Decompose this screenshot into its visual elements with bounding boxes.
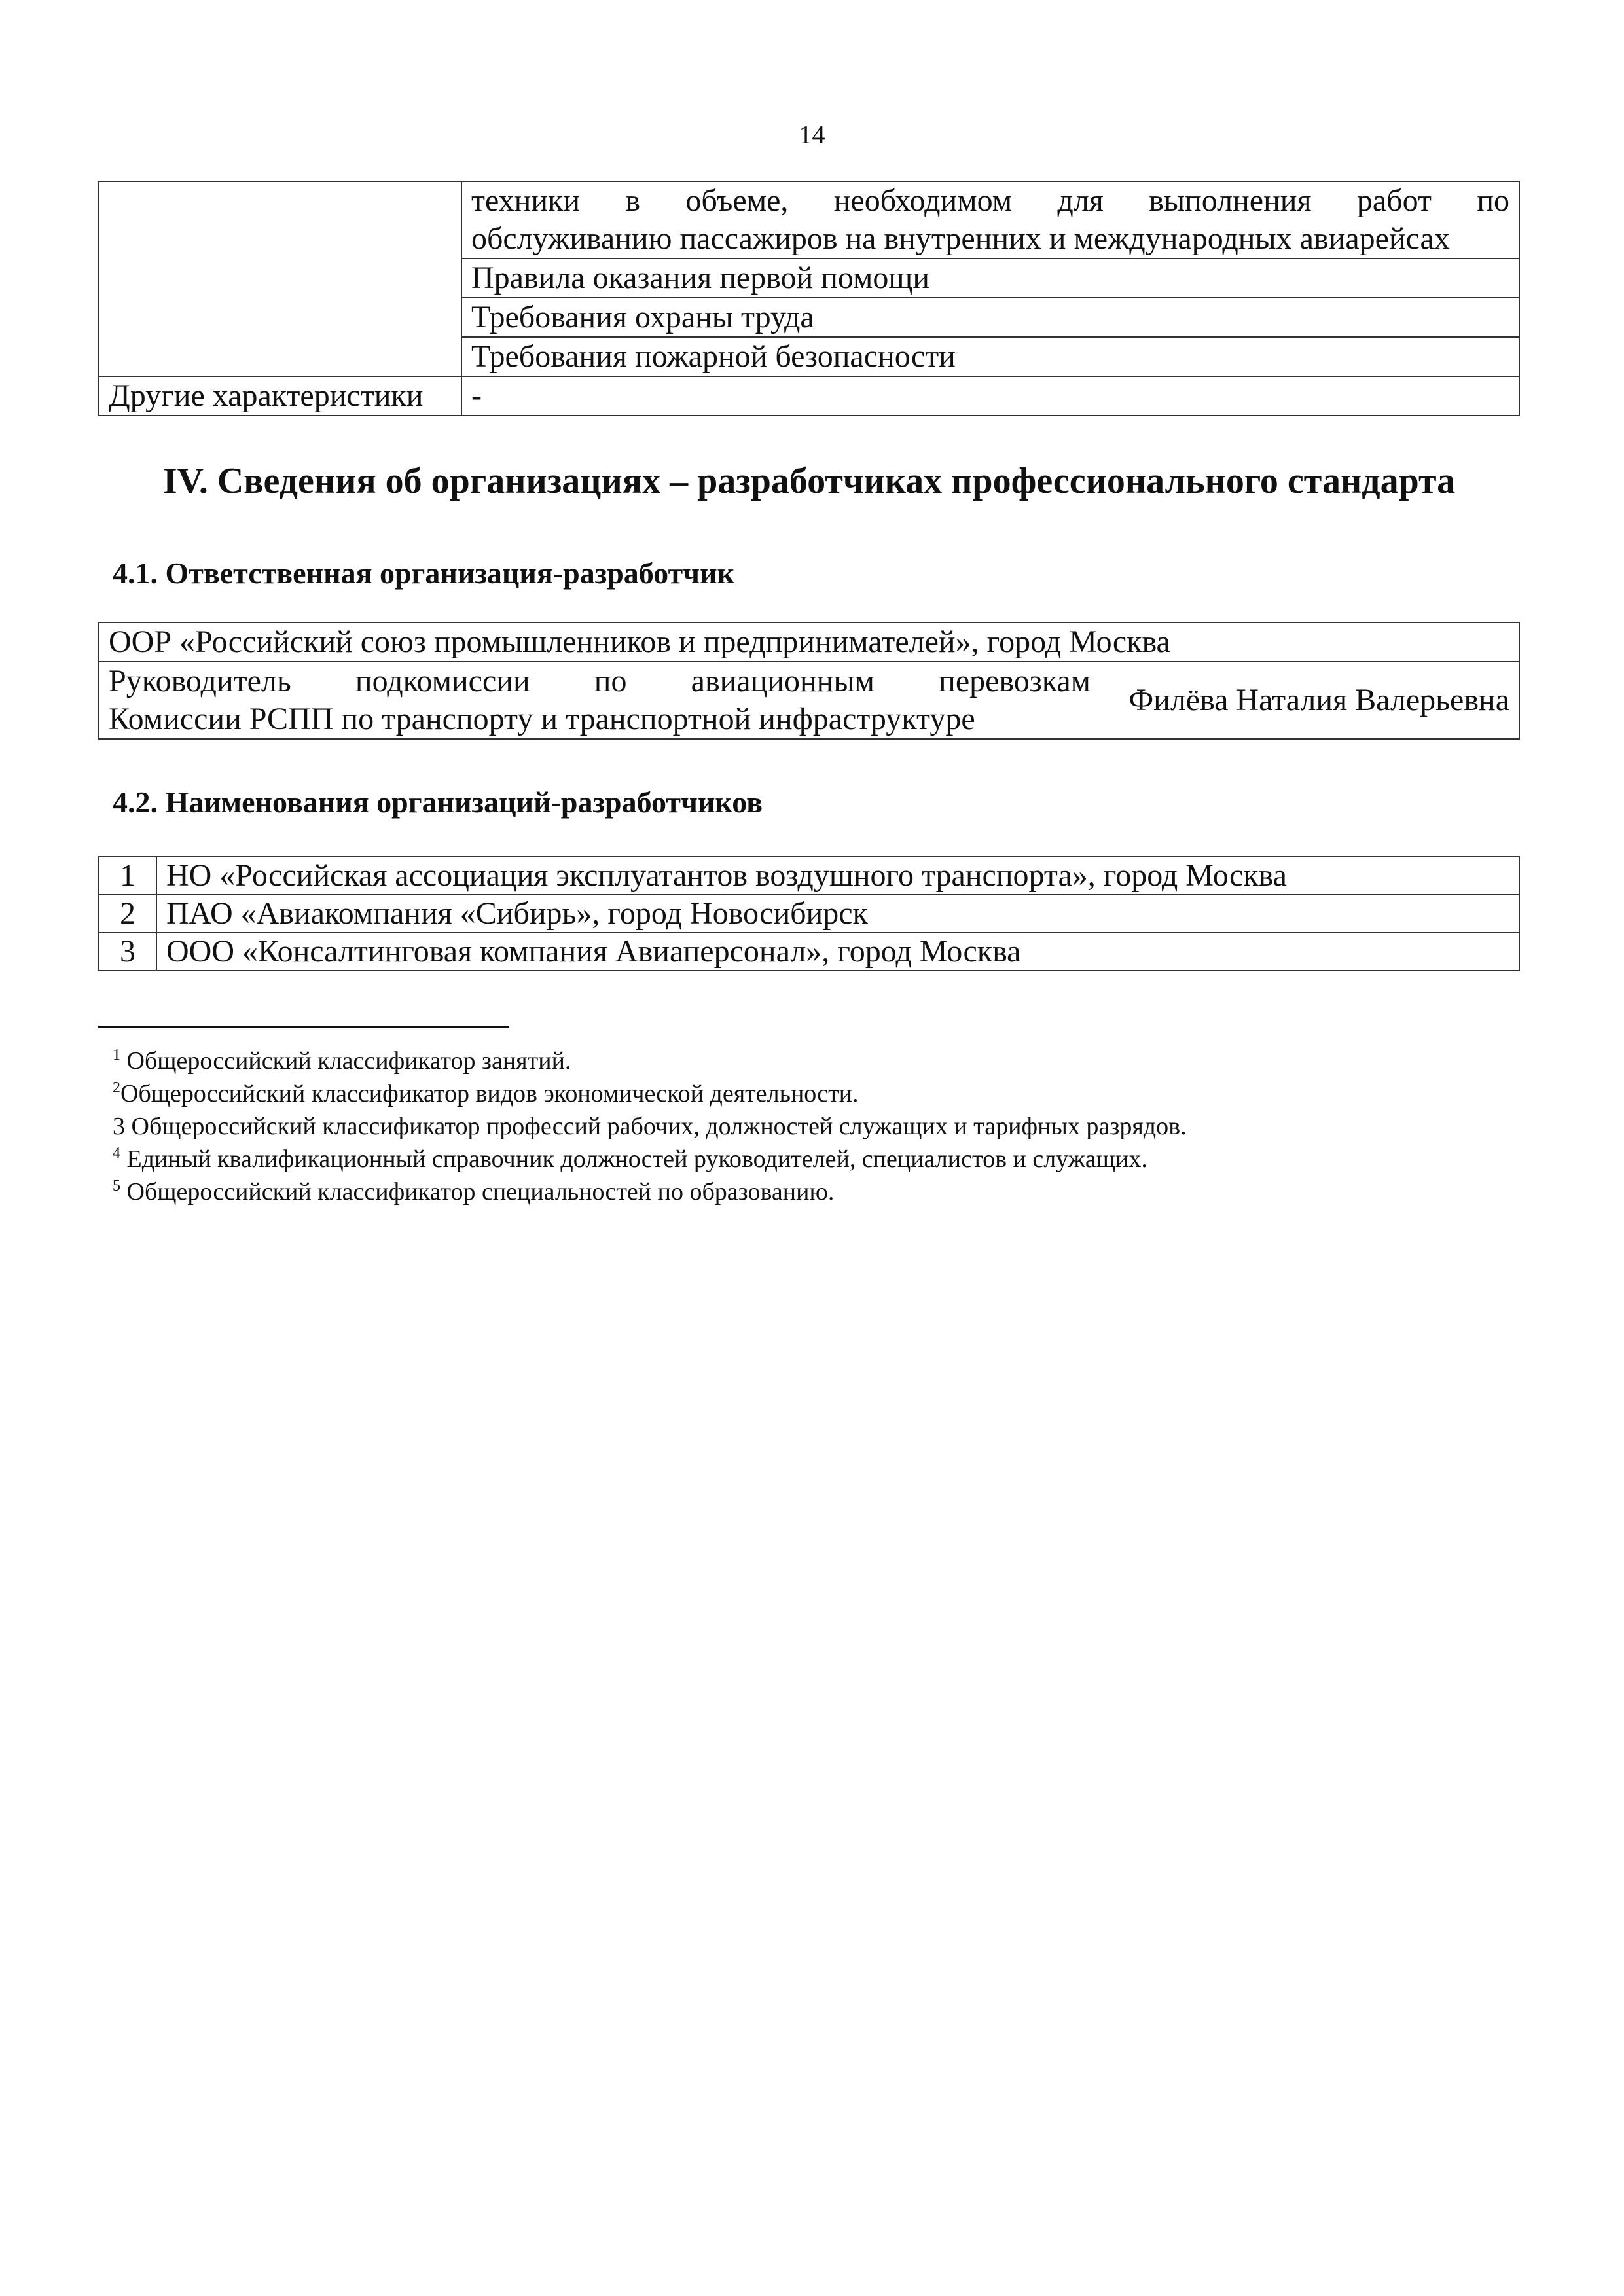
footnote-text: Общероссийский классификатор видов экономической деятельности. <box>120 1080 859 1107</box>
requirement-cell: Требования охраны труда <box>461 298 1519 337</box>
developers-table <box>98 856 1520 971</box>
developer-name: НО «Российская ассоциация эксплуатантов воздушного транспорта», город Москва <box>156 857 1519 895</box>
position-line1: Руководитель подкомиссии по авиационным перевозкам <box>109 664 1091 698</box>
table-row <box>99 181 1519 259</box>
developer-name: ПАО «Авиакомпания «Сибирь», город Новосибирск <box>156 895 1519 933</box>
footnote-item <box>113 1110 1487 1143</box>
footnote-text: Общероссийский классификатор специальностей по образованию. <box>126 1178 835 1206</box>
footnote-item <box>113 1175 1487 1208</box>
characteristics-table <box>98 181 1520 416</box>
table-row <box>99 376 1519 416</box>
requirement-cell <box>461 181 1519 259</box>
footnote-text: Общероссийский классификатор профессий рабочих, должностей служащих и тарифных разрядов. <box>131 1113 1187 1140</box>
developer-name: ООО «Консалтинговая компания Авиаперсонал», город Москва <box>156 933 1519 971</box>
table-row <box>99 622 1519 662</box>
footnote-mark: 4 <box>113 1145 120 1162</box>
footnote-mark: 2 <box>113 1079 120 1096</box>
footnote-text: Единый квалификационный справочник должностей руководителей, специалистов и служащих. <box>126 1145 1147 1173</box>
table-row <box>99 933 1519 971</box>
footnote-divider <box>98 1026 509 1028</box>
section-title: IV. Сведения об организациях – разработчиках профессионального стандарта <box>162 461 1456 501</box>
developers-heading: 4.2. Наименования организаций-разработчиков <box>113 785 763 819</box>
footnote-text: Общероссийский классификатор занятий. <box>126 1047 571 1075</box>
responsible-org-heading: 4.1. Ответственная организация-разработчик <box>113 556 735 590</box>
footnote-item <box>113 1077 1487 1110</box>
responsible-position-cell <box>99 662 1100 739</box>
responsible-org-table <box>98 622 1520 740</box>
footnote-item <box>113 1143 1487 1175</box>
responsible-org-name: ООР «Российский союз промышленников и предпринимателей», город Москва <box>99 622 1519 662</box>
requirement-cell: Правила оказания первой помощи <box>461 259 1519 298</box>
row-number: 1 <box>99 857 156 895</box>
footnote-mark: 1 <box>113 1047 120 1064</box>
requirement-text-line2: обслуживанию пассажиров на внутренних и международных авиарейсах <box>471 221 1450 256</box>
footnotes <box>113 1045 1487 1208</box>
requirement-cell: Требования пожарной безопасности <box>461 337 1519 376</box>
position-line2: Комиссии РСПП по транспорту и транспортной инфраструктуре <box>109 702 975 736</box>
requirement-text-line1: техники в объеме, необходимом для выполнения работ по <box>471 183 1509 218</box>
footnote-item <box>113 1045 1487 1077</box>
responsible-person-name: Филёва Наталия Валерьевна <box>1100 662 1519 739</box>
row-number: 3 <box>99 933 156 971</box>
empty-label-cell <box>99 181 461 376</box>
row-number: 2 <box>99 895 156 933</box>
table-row <box>99 662 1519 739</box>
page-number: 14 <box>799 120 825 149</box>
footnote-mark: 3 <box>113 1113 125 1140</box>
other-characteristics-label: Другие характеристики <box>99 376 461 416</box>
table-row <box>99 895 1519 933</box>
other-characteristics-value: - <box>461 376 1519 416</box>
table-row <box>99 857 1519 895</box>
footnote-mark: 5 <box>113 1177 120 1194</box>
